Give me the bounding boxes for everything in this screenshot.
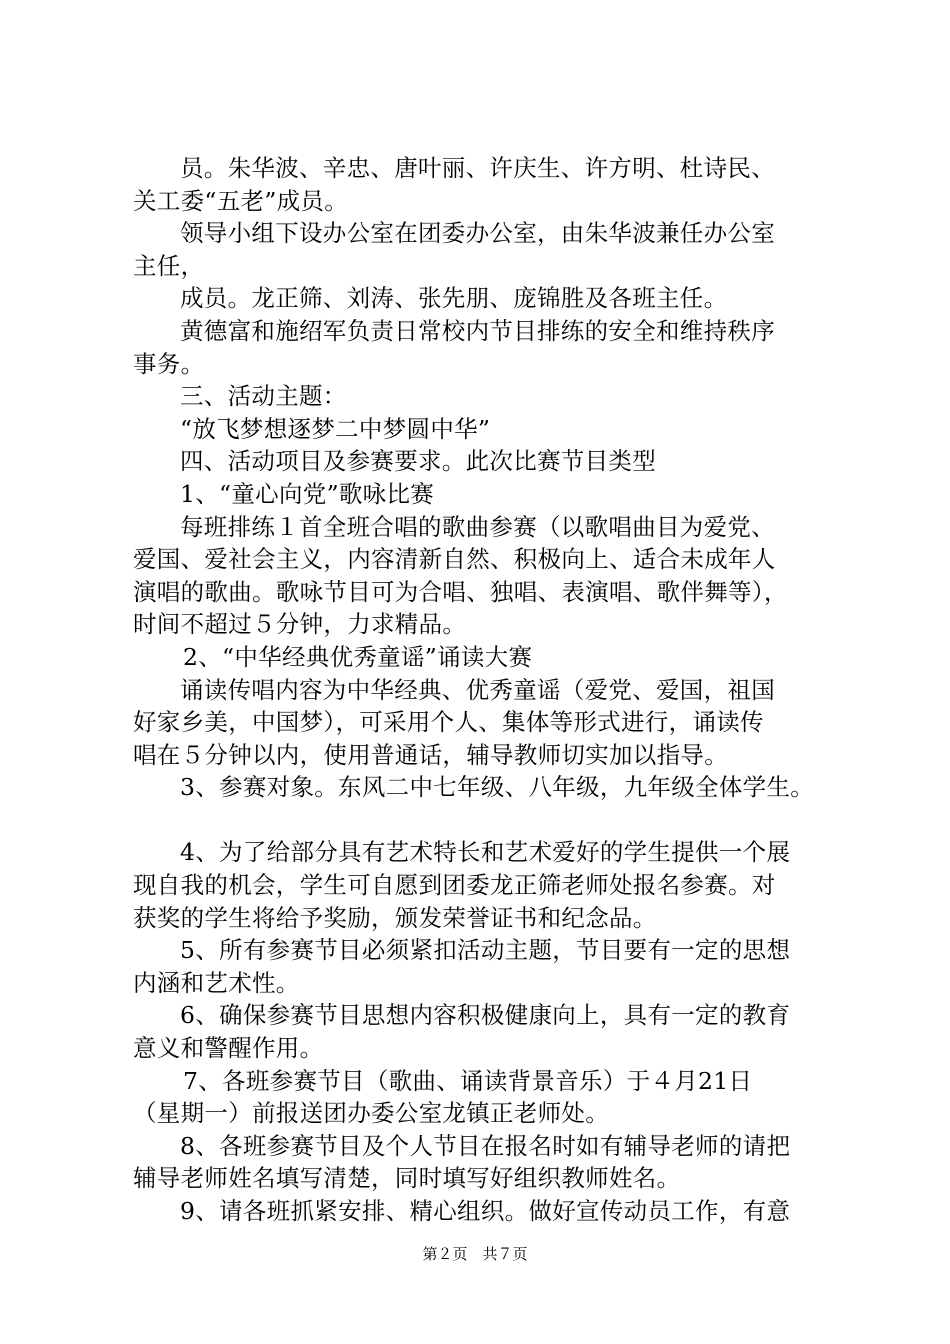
text-line: 领导小组下设办公室在团委办公室，由朱华波兼任办公室 xyxy=(180,219,775,248)
text-line: 时间不超过５分钟，力求精品。 xyxy=(133,610,467,639)
text-line: 每班排练１首全班合唱的歌曲参赛（以歌唱曲目为爱党、 xyxy=(180,512,775,541)
text-line: 唱在５分钟以内，使用普通话，辅导教师切实加以指导。 xyxy=(133,740,728,769)
text-line: 获奖的学生将给予奖励，颁发荣誉证书和纪念品。 xyxy=(133,903,657,932)
text-line: 5、所有参赛节目必须紧扣活动主题，节目要有一定的思想 xyxy=(180,936,791,965)
text-line: 成员。龙正筛、刘涛、张先朋、庞锦胜及各班主任。 xyxy=(180,284,728,313)
item-heading: 2、“中华经典优秀童谣”诵读大赛 xyxy=(183,642,533,671)
text-line: 内涵和艺术性。 xyxy=(133,968,300,997)
text-line: 爱国、爱社会主义，内容清新自然、积极向上、适合未成年人 xyxy=(133,545,776,574)
text-line: 8、各班参赛节目及个人节目在报名时如有辅导老师的请把 xyxy=(180,1131,791,1160)
text-line: 3、参赛对象。东风二中七年级、八年级，九年级全体学生。 xyxy=(180,773,815,802)
page-number-footer: 第２页 共７页 xyxy=(422,1245,528,1263)
text-line: 员。朱华波、辛忠、唐叶丽、许庆生、许方明、杜诗民、 xyxy=(180,154,775,182)
section-heading: 四、活动项目及参赛要求。此次比赛节目类型 xyxy=(180,447,656,476)
section-heading: 三、活动主题： xyxy=(180,382,347,411)
text-line: 辅导老师姓名填写清楚，同时填写好组织教师姓名。 xyxy=(133,1164,681,1193)
text-line: 现自我的机会，学生可自愿到团委龙正筛老师处报名参赛。对 xyxy=(133,871,776,900)
text-line: 7、各班参赛节目（歌曲、诵读背景音乐）于４月21日 xyxy=(183,1066,753,1095)
text-line: 黄德富和施绍军负责日常校内节目排练的安全和维持秩序 xyxy=(180,316,775,345)
document-body xyxy=(133,152,843,1228)
text-line: 6、确保参赛节目思想内容积极健康向上，具有一定的教育 xyxy=(180,1001,791,1030)
text-line: 关工委“五老”成员。 xyxy=(133,186,349,215)
text-line: 4、为了给部分具有艺术特长和艺术爱好的学生提供一个展 xyxy=(180,838,791,867)
text-line: 主任， xyxy=(133,251,205,280)
text-line: 事务。 xyxy=(133,349,205,378)
activity-theme: “放飞梦想逐梦二中梦圆中华” xyxy=(180,414,491,443)
text-line: 演唱的歌曲。歌咏节目可为合唱、独唱、表演唱、歌伴舞等）， xyxy=(133,577,788,606)
text-line: 意义和警醒作用。 xyxy=(133,1034,324,1063)
text-line: （星期一）前报送团办委公室龙镇正老师处。 xyxy=(133,1099,609,1128)
item-heading: 1、“童心向党”歌咏比赛 xyxy=(180,479,435,508)
text-line: 9、请各班抓紧安排、精心组织。做好宣传动员工作，有意 xyxy=(180,1197,791,1225)
text-line: 好家乡美，中国梦），可采用个人、集体等形式进行，诵读传 xyxy=(133,708,764,737)
blank-line xyxy=(133,804,843,837)
text-line: 诵读传唱内容为中华经典、优秀童谣（爱党、爱国，祖国 xyxy=(180,675,775,704)
